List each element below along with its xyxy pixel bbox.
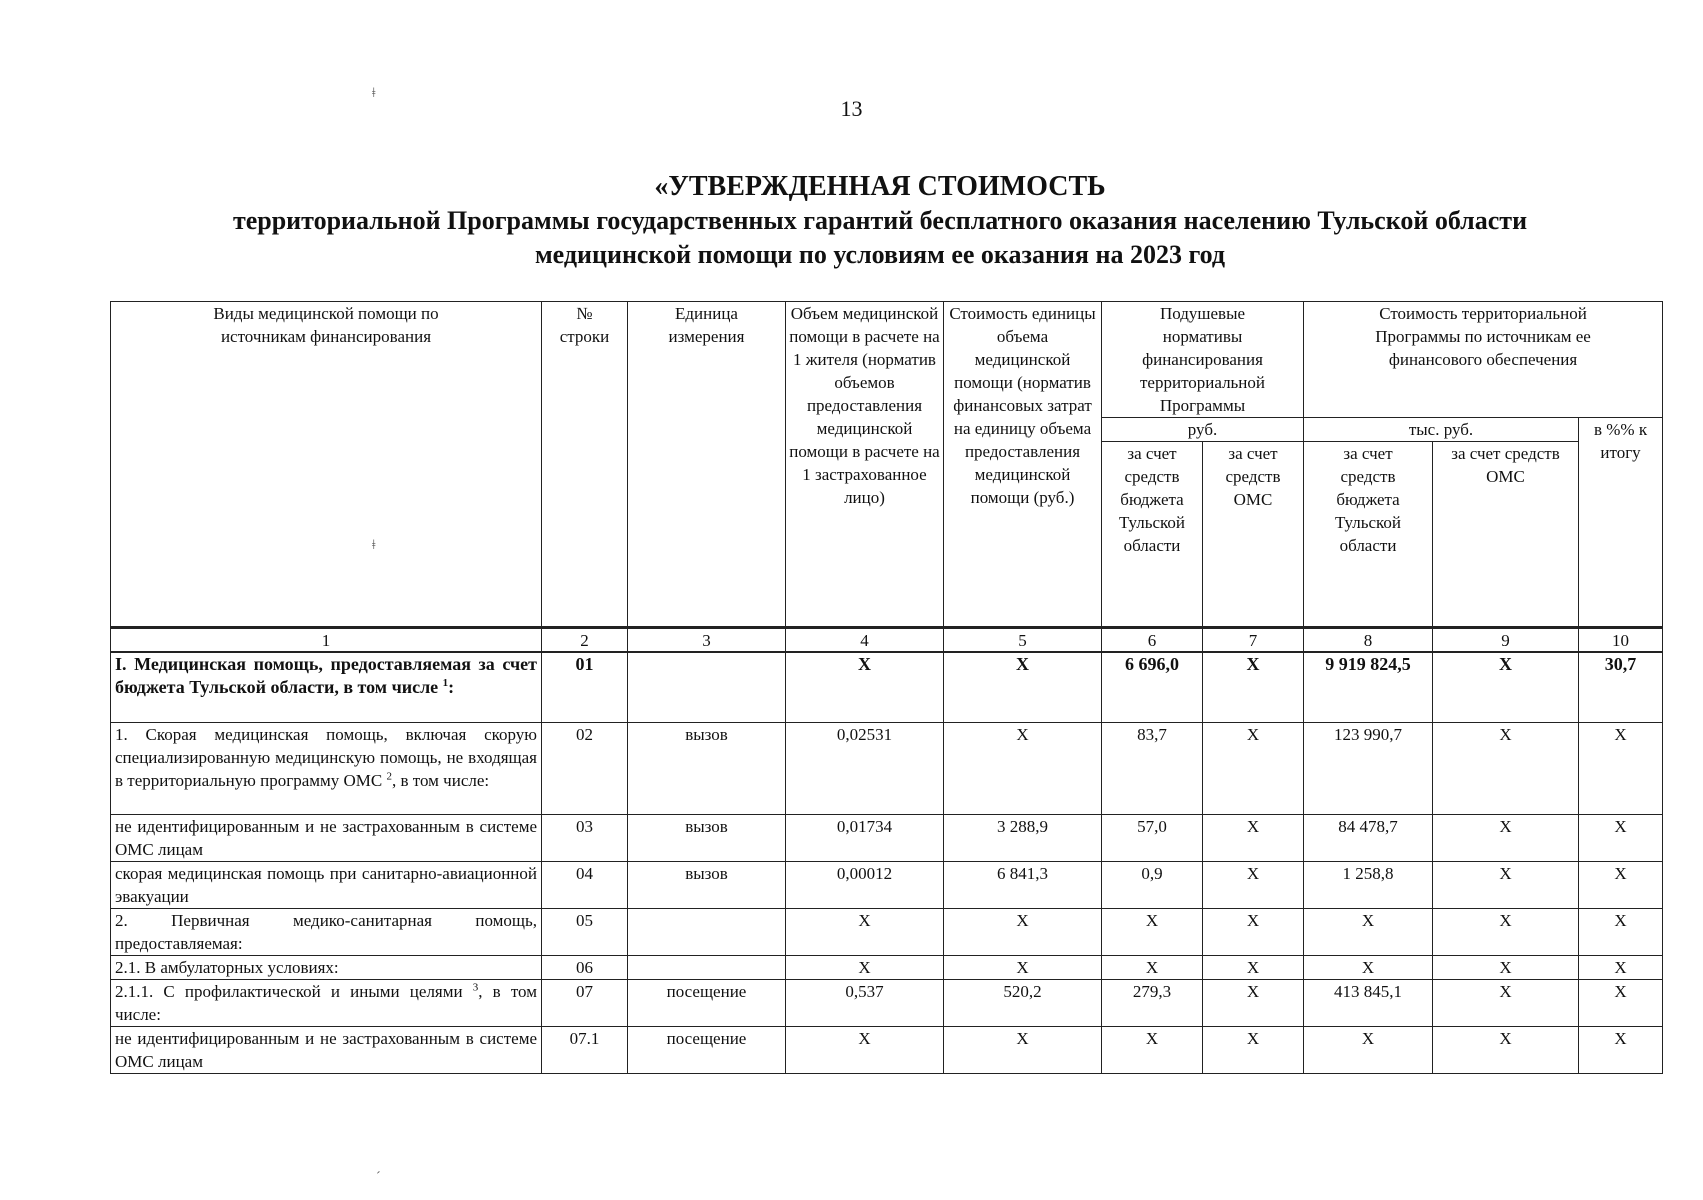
header-unit: Единица измерения xyxy=(628,302,786,628)
unit-cost-cell: X xyxy=(944,908,1102,955)
row-name-cell xyxy=(111,722,542,814)
percent-cell: X xyxy=(1579,722,1663,814)
row-name-text: не идентифицированным и не застрахованным в системе ОМС лицам xyxy=(115,816,537,859)
percap-budget-cell: X xyxy=(1102,955,1203,979)
percent-cell: X xyxy=(1579,814,1663,861)
table-row xyxy=(111,1026,1663,1073)
cost-oms-cell: X xyxy=(1433,955,1579,979)
cost-oms-cell: X xyxy=(1433,908,1579,955)
column-number: 1 xyxy=(111,628,542,653)
percap-budget-cell: X xyxy=(1102,908,1203,955)
unit-cost-cell: 3 288,9 xyxy=(944,814,1102,861)
row-name-text: скорая медицинская помощь при санитарно-авиационной эвакуации xyxy=(115,863,537,906)
column-number: 6 xyxy=(1102,628,1203,653)
cost-oms-cell: X xyxy=(1433,814,1579,861)
row-name-text: 2.1. В амбулаторных условиях: xyxy=(115,957,339,977)
cost-oms-cell: X xyxy=(1433,1026,1579,1073)
percap-oms-cell: X xyxy=(1203,908,1304,955)
header-cost-oms: за счет средств ОМС xyxy=(1433,442,1579,628)
percap-oms-cell: X xyxy=(1203,979,1304,1026)
header-percap-oms: за счет средств ОМС xyxy=(1203,442,1304,628)
percap-oms-cell: X xyxy=(1203,814,1304,861)
percap-budget-cell: 0,9 xyxy=(1102,861,1203,908)
row-number-cell: 03 xyxy=(542,814,628,861)
cost-budget-cell: 123 990,7 xyxy=(1304,722,1433,814)
cost-oms-cell: X xyxy=(1433,722,1579,814)
cost-budget-cell: X xyxy=(1304,1026,1433,1073)
row-number-cell: 05 xyxy=(542,908,628,955)
scan-speck: ˊ xyxy=(376,1170,381,1185)
row-number-cell: 01 xyxy=(542,652,628,722)
row-number-cell: 06 xyxy=(542,955,628,979)
header-volume: Объем медицинской помощи в расчете на 1 жителя (норматив объемов предоставления медицинской помощи в расчете на 1 застрахованное лицо) xyxy=(786,302,944,628)
cost-budget-cell: 9 919 824,5 xyxy=(1304,652,1433,722)
header-rub: руб. xyxy=(1102,418,1304,442)
percap-budget-cell: 279,3 xyxy=(1102,979,1203,1026)
unit-cell: посещение xyxy=(628,1026,786,1073)
unit-cell: вызов xyxy=(628,861,786,908)
row-name-cell xyxy=(111,908,542,955)
unit-cost-cell: X xyxy=(944,652,1102,722)
row-name-cell xyxy=(111,814,542,861)
row-name-suffix: : xyxy=(448,677,455,697)
cost-budget-cell: X xyxy=(1304,908,1433,955)
header-unit-cost: Стоимость единицы объема медицинской помощи (норматив финансовых затрат на единицу объема предоставления медицинской помощи (руб.) xyxy=(944,302,1102,628)
header-row-number: № строки xyxy=(542,302,628,628)
column-number: 7 xyxy=(1203,628,1304,653)
percent-cell: 30,7 xyxy=(1579,652,1663,722)
table-row xyxy=(111,861,1663,908)
unit-cell: вызов xyxy=(628,722,786,814)
unit-cost-cell: X xyxy=(944,955,1102,979)
volume-cell: 0,01734 xyxy=(786,814,944,861)
percap-oms-cell: X xyxy=(1203,652,1304,722)
cost-oms-cell: X xyxy=(1433,861,1579,908)
document-title xyxy=(110,170,1650,272)
unit-cost-cell: X xyxy=(944,722,1102,814)
row-name-cell xyxy=(111,1026,542,1073)
cost-oms-cell: X xyxy=(1433,979,1579,1026)
percent-cell: X xyxy=(1579,861,1663,908)
header-per-capita: Подушевые нормативы финансирования территориальной Программы xyxy=(1102,302,1304,418)
volume-cell: 0,02531 xyxy=(786,722,944,814)
column-number: 10 xyxy=(1579,628,1663,653)
row-number-cell: 02 xyxy=(542,722,628,814)
title-line-2: территориальной Программы государственных гарантий бесплатного оказания населению Тульской области xyxy=(232,206,1528,235)
row-name-text: I. Медицинская помощь, предоставляемая за счет бюджета Тульской области, в том числе xyxy=(115,654,537,697)
volume-cell: X xyxy=(786,1026,944,1073)
cost-budget-cell: 84 478,7 xyxy=(1304,814,1433,861)
footnote-ref: 2 xyxy=(386,769,392,782)
cost-budget-cell: 1 258,8 xyxy=(1304,861,1433,908)
row-name-text: 2.1.1. С профилактической и иными целями xyxy=(115,981,463,1001)
header-percent: в %% к итогу xyxy=(1579,418,1663,628)
column-number: 3 xyxy=(628,628,786,653)
page-number: 13 xyxy=(840,96,863,121)
percap-budget-cell: X xyxy=(1102,1026,1203,1073)
volume-cell: X xyxy=(786,652,944,722)
column-number: 5 xyxy=(944,628,1102,653)
row-name-cell xyxy=(111,861,542,908)
percent-cell: X xyxy=(1579,955,1663,979)
table-row xyxy=(111,979,1663,1026)
header-cost-budget: за счет средств бюджета Тульской области xyxy=(1304,442,1433,628)
column-number: 2 xyxy=(542,628,628,653)
title-line-3: медицинской помощи по условиям ее оказания на 2023 год xyxy=(534,240,1226,269)
row-name-text: 1. Скорая медицинская помощь, включая скорую специализированную медицинскую помощь, не входящая в территориальную программу ОМС xyxy=(115,724,537,790)
column-number: 8 xyxy=(1304,628,1433,653)
percap-budget-cell: 6 696,0 xyxy=(1102,652,1203,722)
unit-cell: вызов xyxy=(628,814,786,861)
unit-cell xyxy=(628,955,786,979)
table-row xyxy=(111,814,1663,861)
title-line-1: «УТВЕРЖДЕННАЯ СТОИМОСТЬ xyxy=(654,171,1106,202)
header-thousand-rub: тыс. руб. xyxy=(1304,418,1579,442)
row-name-cell xyxy=(111,652,542,722)
row-number-cell: 04 xyxy=(542,861,628,908)
percap-oms-cell: X xyxy=(1203,722,1304,814)
column-number: 9 xyxy=(1433,628,1579,653)
unit-cost-cell: 520,2 xyxy=(944,979,1102,1026)
row-name-cell xyxy=(111,979,542,1026)
percap-oms-cell: X xyxy=(1203,955,1304,979)
cost-budget-cell: 413 845,1 xyxy=(1304,979,1433,1026)
header-percap-budget: за счет средств бюджета Тульской области xyxy=(1102,442,1203,628)
percap-oms-cell: X xyxy=(1203,861,1304,908)
header-service-type: Виды медицинской помощи по источникам финансирования xyxy=(111,302,542,628)
unit-cell xyxy=(628,652,786,722)
column-number-row xyxy=(111,628,1663,653)
table-row xyxy=(111,955,1663,979)
row-name-suffix: , в том числе: xyxy=(115,981,537,1024)
scan-speck: ǂ xyxy=(372,538,376,553)
volume-cell: 0,00012 xyxy=(786,861,944,908)
volume-cell: X xyxy=(786,955,944,979)
table-row xyxy=(111,722,1663,814)
table-row xyxy=(111,908,1663,955)
cost-budget-cell: X xyxy=(1304,955,1433,979)
row-number-cell: 07 xyxy=(542,979,628,1026)
unit-cell xyxy=(628,908,786,955)
table-row xyxy=(111,652,1663,722)
volume-cell: X xyxy=(786,908,944,955)
row-name-suffix: , в том числе: xyxy=(392,770,490,790)
scan-speck: ǂ xyxy=(372,86,376,101)
unit-cell: посещение xyxy=(628,979,786,1026)
row-number-cell: 07.1 xyxy=(542,1026,628,1073)
volume-cell: 0,537 xyxy=(786,979,944,1026)
percap-oms-cell: X xyxy=(1203,1026,1304,1073)
header-program-cost: Стоимость территориальной Программы по источникам ее финансового обеспечения xyxy=(1304,302,1663,418)
unit-cost-cell: X xyxy=(944,1026,1102,1073)
percent-cell: X xyxy=(1579,1026,1663,1073)
cost-table xyxy=(110,301,1663,1074)
footnote-ref: 1 xyxy=(442,677,449,689)
cost-oms-cell: X xyxy=(1433,652,1579,722)
unit-cost-cell: 6 841,3 xyxy=(944,861,1102,908)
row-name-cell xyxy=(111,955,542,979)
row-name-text: 2. Первичная медико-санитарная помощь, предоставляемая: xyxy=(115,910,537,953)
percap-budget-cell: 83,7 xyxy=(1102,722,1203,814)
column-number: 4 xyxy=(786,628,944,653)
percent-cell: X xyxy=(1579,979,1663,1026)
percent-cell: X xyxy=(1579,908,1663,955)
row-name-text: не идентифицированным и не застрахованным в системе ОМС лицам xyxy=(115,1028,537,1071)
footnote-ref: 3 xyxy=(472,980,479,993)
percap-budget-cell: 57,0 xyxy=(1102,814,1203,861)
